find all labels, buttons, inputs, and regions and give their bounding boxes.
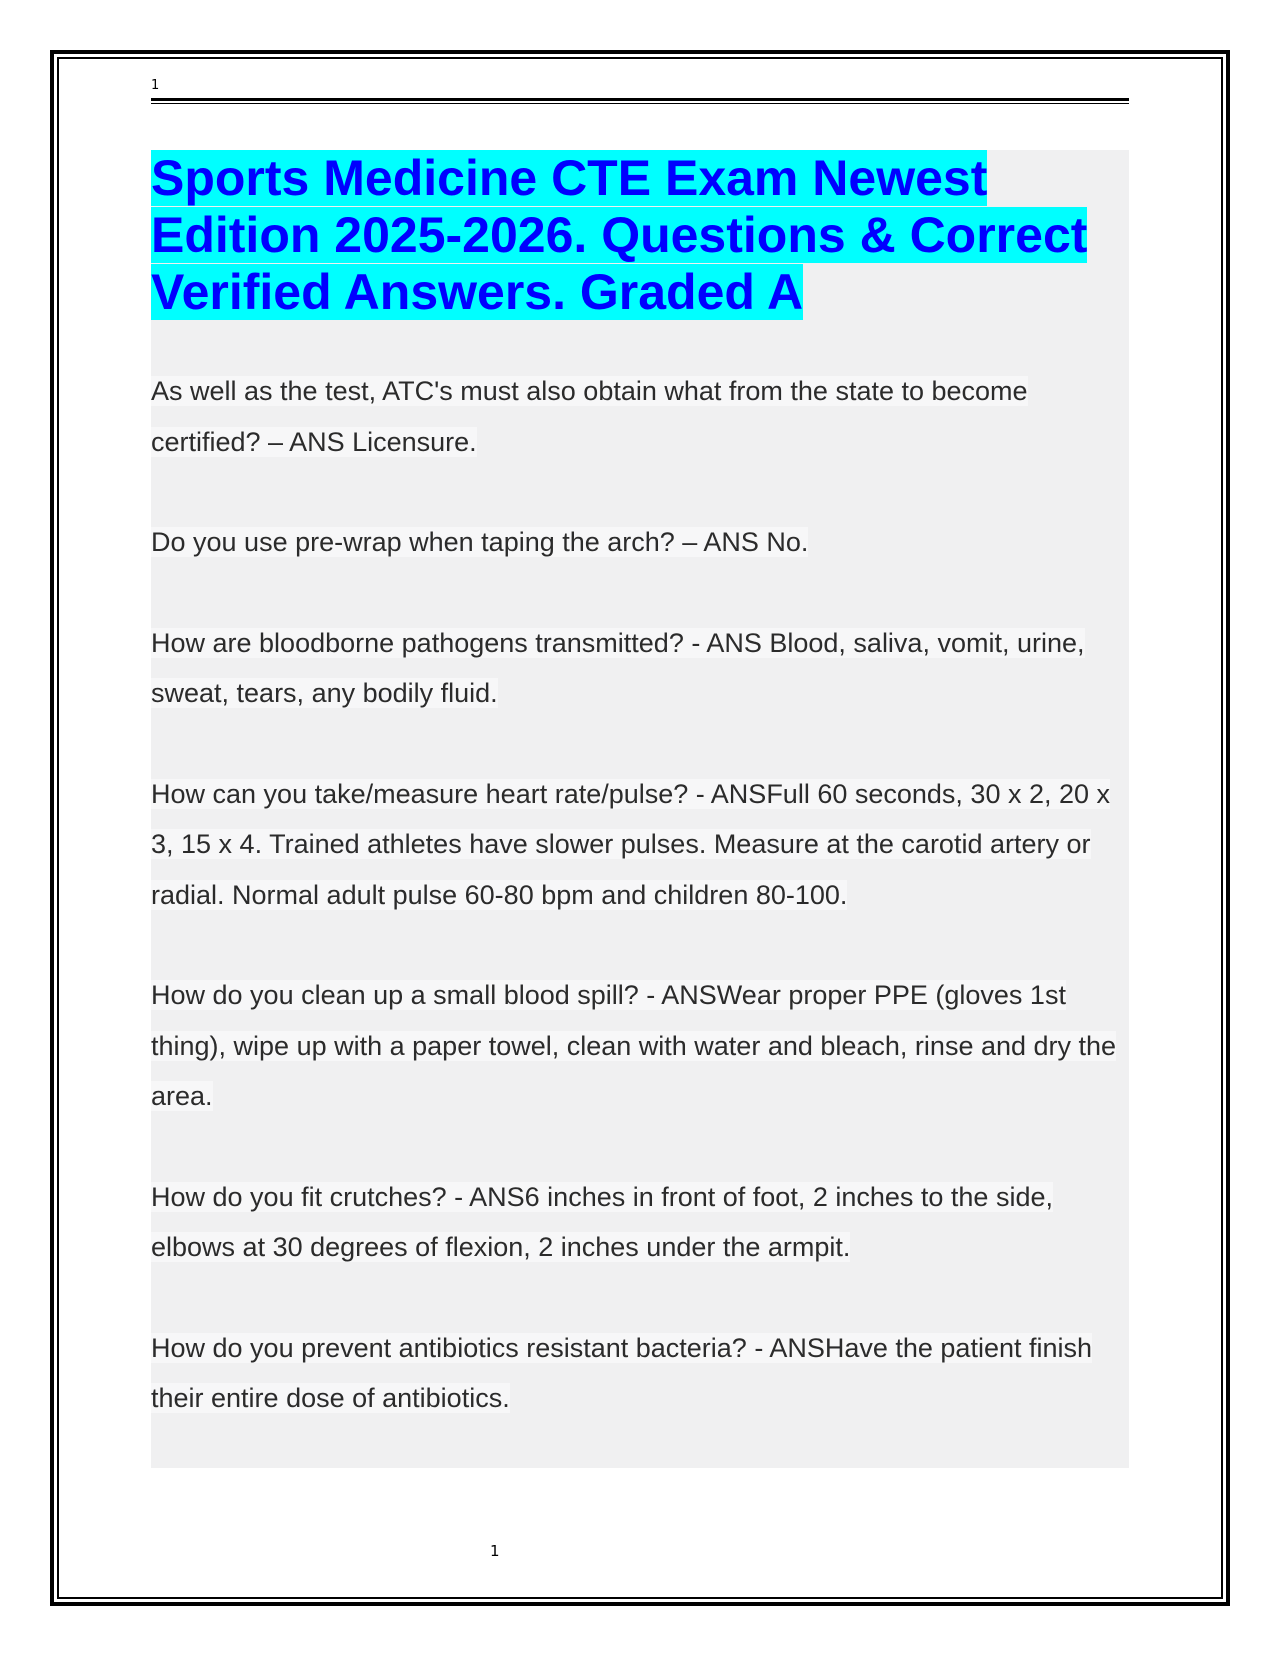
qa-item bbox=[151, 1172, 1129, 1273]
qa-text: How do you prevent antibiotics resistant bacteria? - ANSHave the patient finish their entire dose of antibiotics. bbox=[151, 1332, 1093, 1413]
qa-item bbox=[151, 1323, 1129, 1424]
qa-text: How can you take/measure heart rate/pulse? - ANSFull 60 seconds, 30 x 2, 20 x 3, 15 x 4. Trained athletes have slower pulses. Measure at the carotid artery or radial. Normal adult pulse 60-80 bpm and children 80-100. bbox=[151, 778, 1111, 910]
qa-item bbox=[151, 618, 1129, 719]
header-page-number: 1 bbox=[151, 78, 160, 93]
qa-text: Do you use pre-wrap when taping the arch? – ANS No. bbox=[151, 527, 809, 557]
header-rule-thin bbox=[151, 103, 1129, 104]
qa-text: How do you clean up a small blood spill? - ANSWear proper PPE (gloves 1st thing), wipe up with a paper towel, clean with water and bleach, rinse and dry the area. bbox=[151, 980, 1117, 1111]
qa-item bbox=[151, 366, 1129, 467]
qa-item bbox=[151, 970, 1129, 1122]
qa-text: As well as the test, ATC's must also obtain what from the state to become certified? – ANS Licensure. bbox=[151, 376, 1028, 457]
qa-list bbox=[151, 366, 1129, 1424]
footer-page-number: 1 bbox=[490, 1542, 500, 1560]
document-title-text: Sports Medicine CTE Exam Newest Edition 2025-2026. Questions & Correct Verified Answers. Graded A bbox=[151, 150, 1088, 320]
qa-text: How are bloodborne pathogens transmitted? - ANS Blood, saliva, vomit, urine, sweat, tears, any bodily fluid. bbox=[151, 627, 1085, 708]
qa-item bbox=[151, 517, 1129, 568]
qa-text: How do you fit crutches? - ANS6 inches in front of foot, 2 inches to the side, elbows at 30 degrees of flexion, 2 inches under the armpit. bbox=[151, 1181, 1053, 1262]
document-content bbox=[151, 150, 1129, 1468]
qa-item bbox=[151, 769, 1129, 921]
header-rule bbox=[151, 98, 1129, 101]
document-title bbox=[151, 150, 1129, 321]
